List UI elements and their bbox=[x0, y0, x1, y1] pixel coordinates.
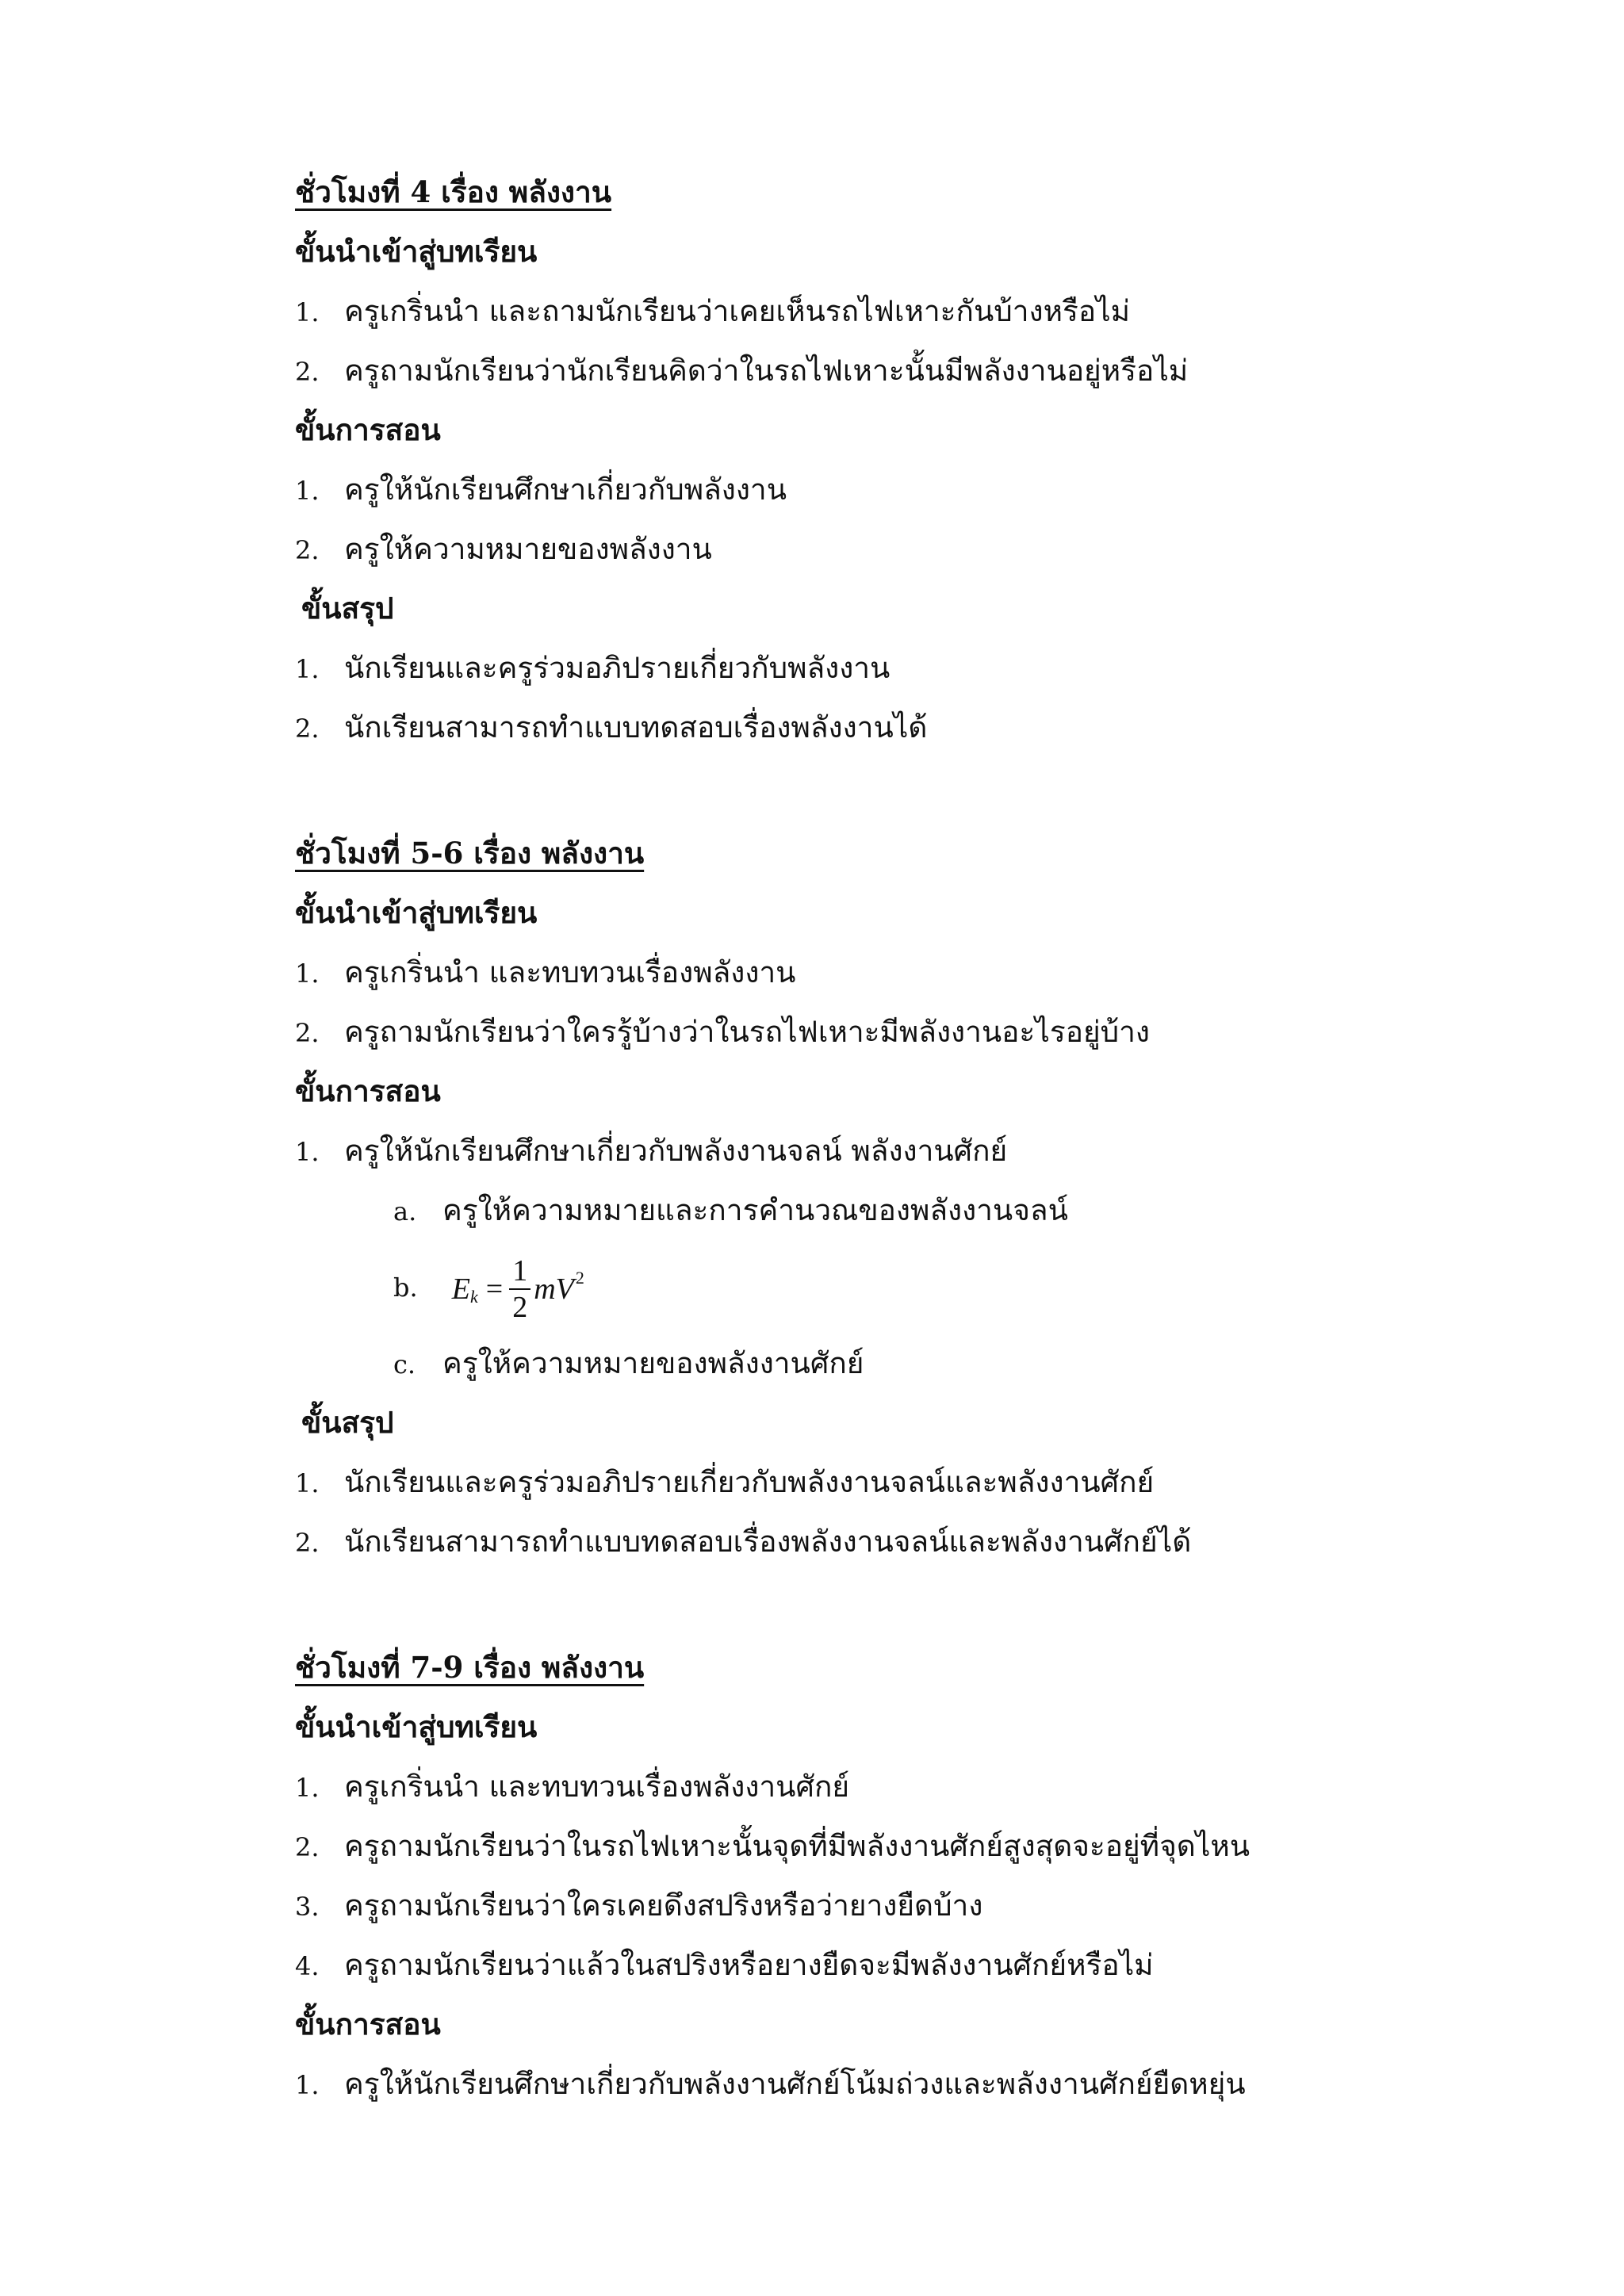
intro-heading: ขั้นนำเข้าสู่บทเรียน bbox=[295, 234, 538, 269]
item-number: 1. bbox=[295, 959, 320, 989]
item-number: 1. bbox=[295, 1773, 320, 1803]
sub-list-item bbox=[295, 1181, 1405, 1240]
item-number: a. bbox=[393, 1196, 417, 1226]
lesson-section-hour-7-9 bbox=[295, 1638, 1405, 2114]
item-text: ครูถามนักเรียนว่าแล้วในสปริงหรือยางยืดจะมีพลังงานศักย์หรือไม่ bbox=[344, 1948, 1154, 1982]
list-item bbox=[295, 2054, 1405, 2114]
item-number: 1. bbox=[295, 1137, 320, 1167]
section-title: ชั่วโมงที่ 7-9 เรื่อง พลังงาน bbox=[295, 1650, 645, 1685]
item-number: 1. bbox=[295, 2070, 320, 2100]
item-number: 2. bbox=[295, 1018, 320, 1048]
item-number: 2. bbox=[295, 1528, 320, 1558]
formula-equals: = bbox=[485, 1272, 504, 1306]
formula-lhs: E bbox=[451, 1272, 470, 1306]
list-item bbox=[295, 519, 1405, 579]
intro-heading: ขั้นนำเข้าสู่บทเรียน bbox=[295, 895, 538, 930]
item-text: ครูให้ความหมายของพลังงาน bbox=[344, 532, 712, 566]
summary-heading: ขั้นสรุป bbox=[301, 1405, 394, 1440]
item-number: 2. bbox=[295, 1832, 320, 1862]
item-text: นักเรียนและครูร่วมอภิปรายเกี่ยวกับพลังงานจลน์และพลังงานศักย์ bbox=[344, 1465, 1155, 1499]
item-number: 2. bbox=[295, 357, 320, 387]
teaching-heading: ขั้นการสอน bbox=[295, 1073, 441, 1108]
list-item bbox=[295, 638, 1405, 698]
item-text: ครูถามนักเรียนว่าใครเคยดึงสปริงหรือว่ายางยืดบ้าง bbox=[344, 1888, 983, 1923]
item-text: ครูให้นักเรียนศึกษาเกี่ยวกับพลังงานศักย์โน้มถ่วงและพลังงานศักย์ยืดหยุ่น bbox=[344, 2067, 1246, 2101]
intro-heading: ขั้นนำเข้าสู่บทเรียน bbox=[295, 1709, 538, 1744]
item-number: 1. bbox=[295, 297, 320, 327]
list-item bbox=[295, 1121, 1405, 1181]
lesson-section-hour-5-6 bbox=[295, 824, 1405, 1571]
formula-rhs: mV bbox=[534, 1272, 574, 1306]
list-item bbox=[295, 1002, 1405, 1062]
item-number: 2. bbox=[295, 535, 320, 565]
kinetic-energy-formula bbox=[452, 1242, 584, 1336]
formula-fraction bbox=[509, 1253, 530, 1325]
formula-lhs-subscript: k bbox=[469, 1286, 478, 1307]
item-text: ครูเกริ่นนำ และทบทวนเรื่องพลังงาน bbox=[344, 955, 796, 989]
list-item bbox=[295, 1452, 1405, 1512]
summary-heading: ขั้นสรุป bbox=[301, 591, 394, 626]
item-number: 2. bbox=[295, 714, 320, 744]
list-item bbox=[295, 1512, 1405, 1571]
sub-list-item bbox=[295, 1240, 1405, 1334]
item-number: 4. bbox=[295, 1951, 320, 1981]
list-item bbox=[295, 1816, 1405, 1876]
section-title: ชั่วโมงที่ 5-6 เรื่อง พลังงาน bbox=[295, 836, 645, 871]
list-item bbox=[295, 1757, 1405, 1816]
item-text: นักเรียนสามารถทำแบบทดสอบเรื่องพลังงานจลน์และพลังงานศักย์ได้ bbox=[344, 1525, 1192, 1559]
list-item bbox=[295, 1935, 1405, 1995]
fraction-numerator: 1 bbox=[509, 1253, 530, 1290]
item-text: นักเรียนและครูร่วมอภิปรายเกี่ยวกับพลังงาน bbox=[344, 651, 891, 685]
item-text: ครูให้ความหมายของพลังงานศักย์ bbox=[442, 1346, 864, 1380]
item-text: ครูเกริ่นนำ และทบทวนเรื่องพลังงานศักย์ bbox=[344, 1770, 850, 1804]
list-item bbox=[295, 341, 1405, 400]
item-number: 3. bbox=[295, 1892, 320, 1922]
formula-rhs-superscript: 2 bbox=[575, 1267, 584, 1288]
item-text: ครูเกริ่นนำ และถามนักเรียนว่าเคยเห็นรถไฟเหาะกันบ้างหรือไม่ bbox=[344, 294, 1131, 328]
item-text: ครูให้นักเรียนศึกษาเกี่ยวกับพลังงาน bbox=[344, 473, 787, 507]
item-text: ครูถามนักเรียนว่าใครรู้บ้างว่าในรถไฟเหาะมีพลังงานอะไรอยู่บ้าง bbox=[344, 1015, 1150, 1049]
item-text: ครูถามนักเรียนว่านักเรียนคิดว่าในรถไฟเหาะนั้นมีพลังงานอยู่หรือไม่ bbox=[344, 354, 1189, 388]
list-item bbox=[295, 281, 1405, 341]
teaching-heading: ขั้นการสอน bbox=[295, 412, 441, 447]
list-item bbox=[295, 1876, 1405, 1935]
item-number: 1. bbox=[295, 1468, 320, 1498]
item-number: b. bbox=[393, 1272, 418, 1303]
list-item bbox=[295, 943, 1405, 1002]
document-page bbox=[295, 163, 1405, 2180]
item-text: ครูให้ความหมายและการคำนวณของพลังงานจลน์ bbox=[442, 1193, 1068, 1227]
item-number: 1. bbox=[295, 654, 320, 684]
item-text: ครูถามนักเรียนว่าในรถไฟเหาะนั้นจุดที่มีพลังงานศักย์สูงสุดจะอยู่ที่จุดไหน bbox=[344, 1829, 1251, 1863]
sub-list-item bbox=[295, 1334, 1405, 1393]
teaching-heading: ขั้นการสอน bbox=[295, 2007, 441, 2042]
item-text: นักเรียนสามารถทำแบบทดสอบเรื่องพลังงานได้ bbox=[344, 710, 928, 744]
lesson-section-hour-4 bbox=[295, 163, 1405, 757]
fraction-denominator: 2 bbox=[512, 1290, 528, 1324]
list-item bbox=[295, 698, 1405, 757]
list-item bbox=[295, 460, 1405, 519]
item-number: 1. bbox=[295, 476, 320, 506]
item-number: c. bbox=[393, 1349, 416, 1380]
item-text: ครูให้นักเรียนศึกษาเกี่ยวกับพลังงานจลน์ พลังงานศักย์ bbox=[344, 1134, 1008, 1168]
section-title: ชั่วโมงที่ 4 เรื่อง พลังงาน bbox=[295, 174, 612, 209]
